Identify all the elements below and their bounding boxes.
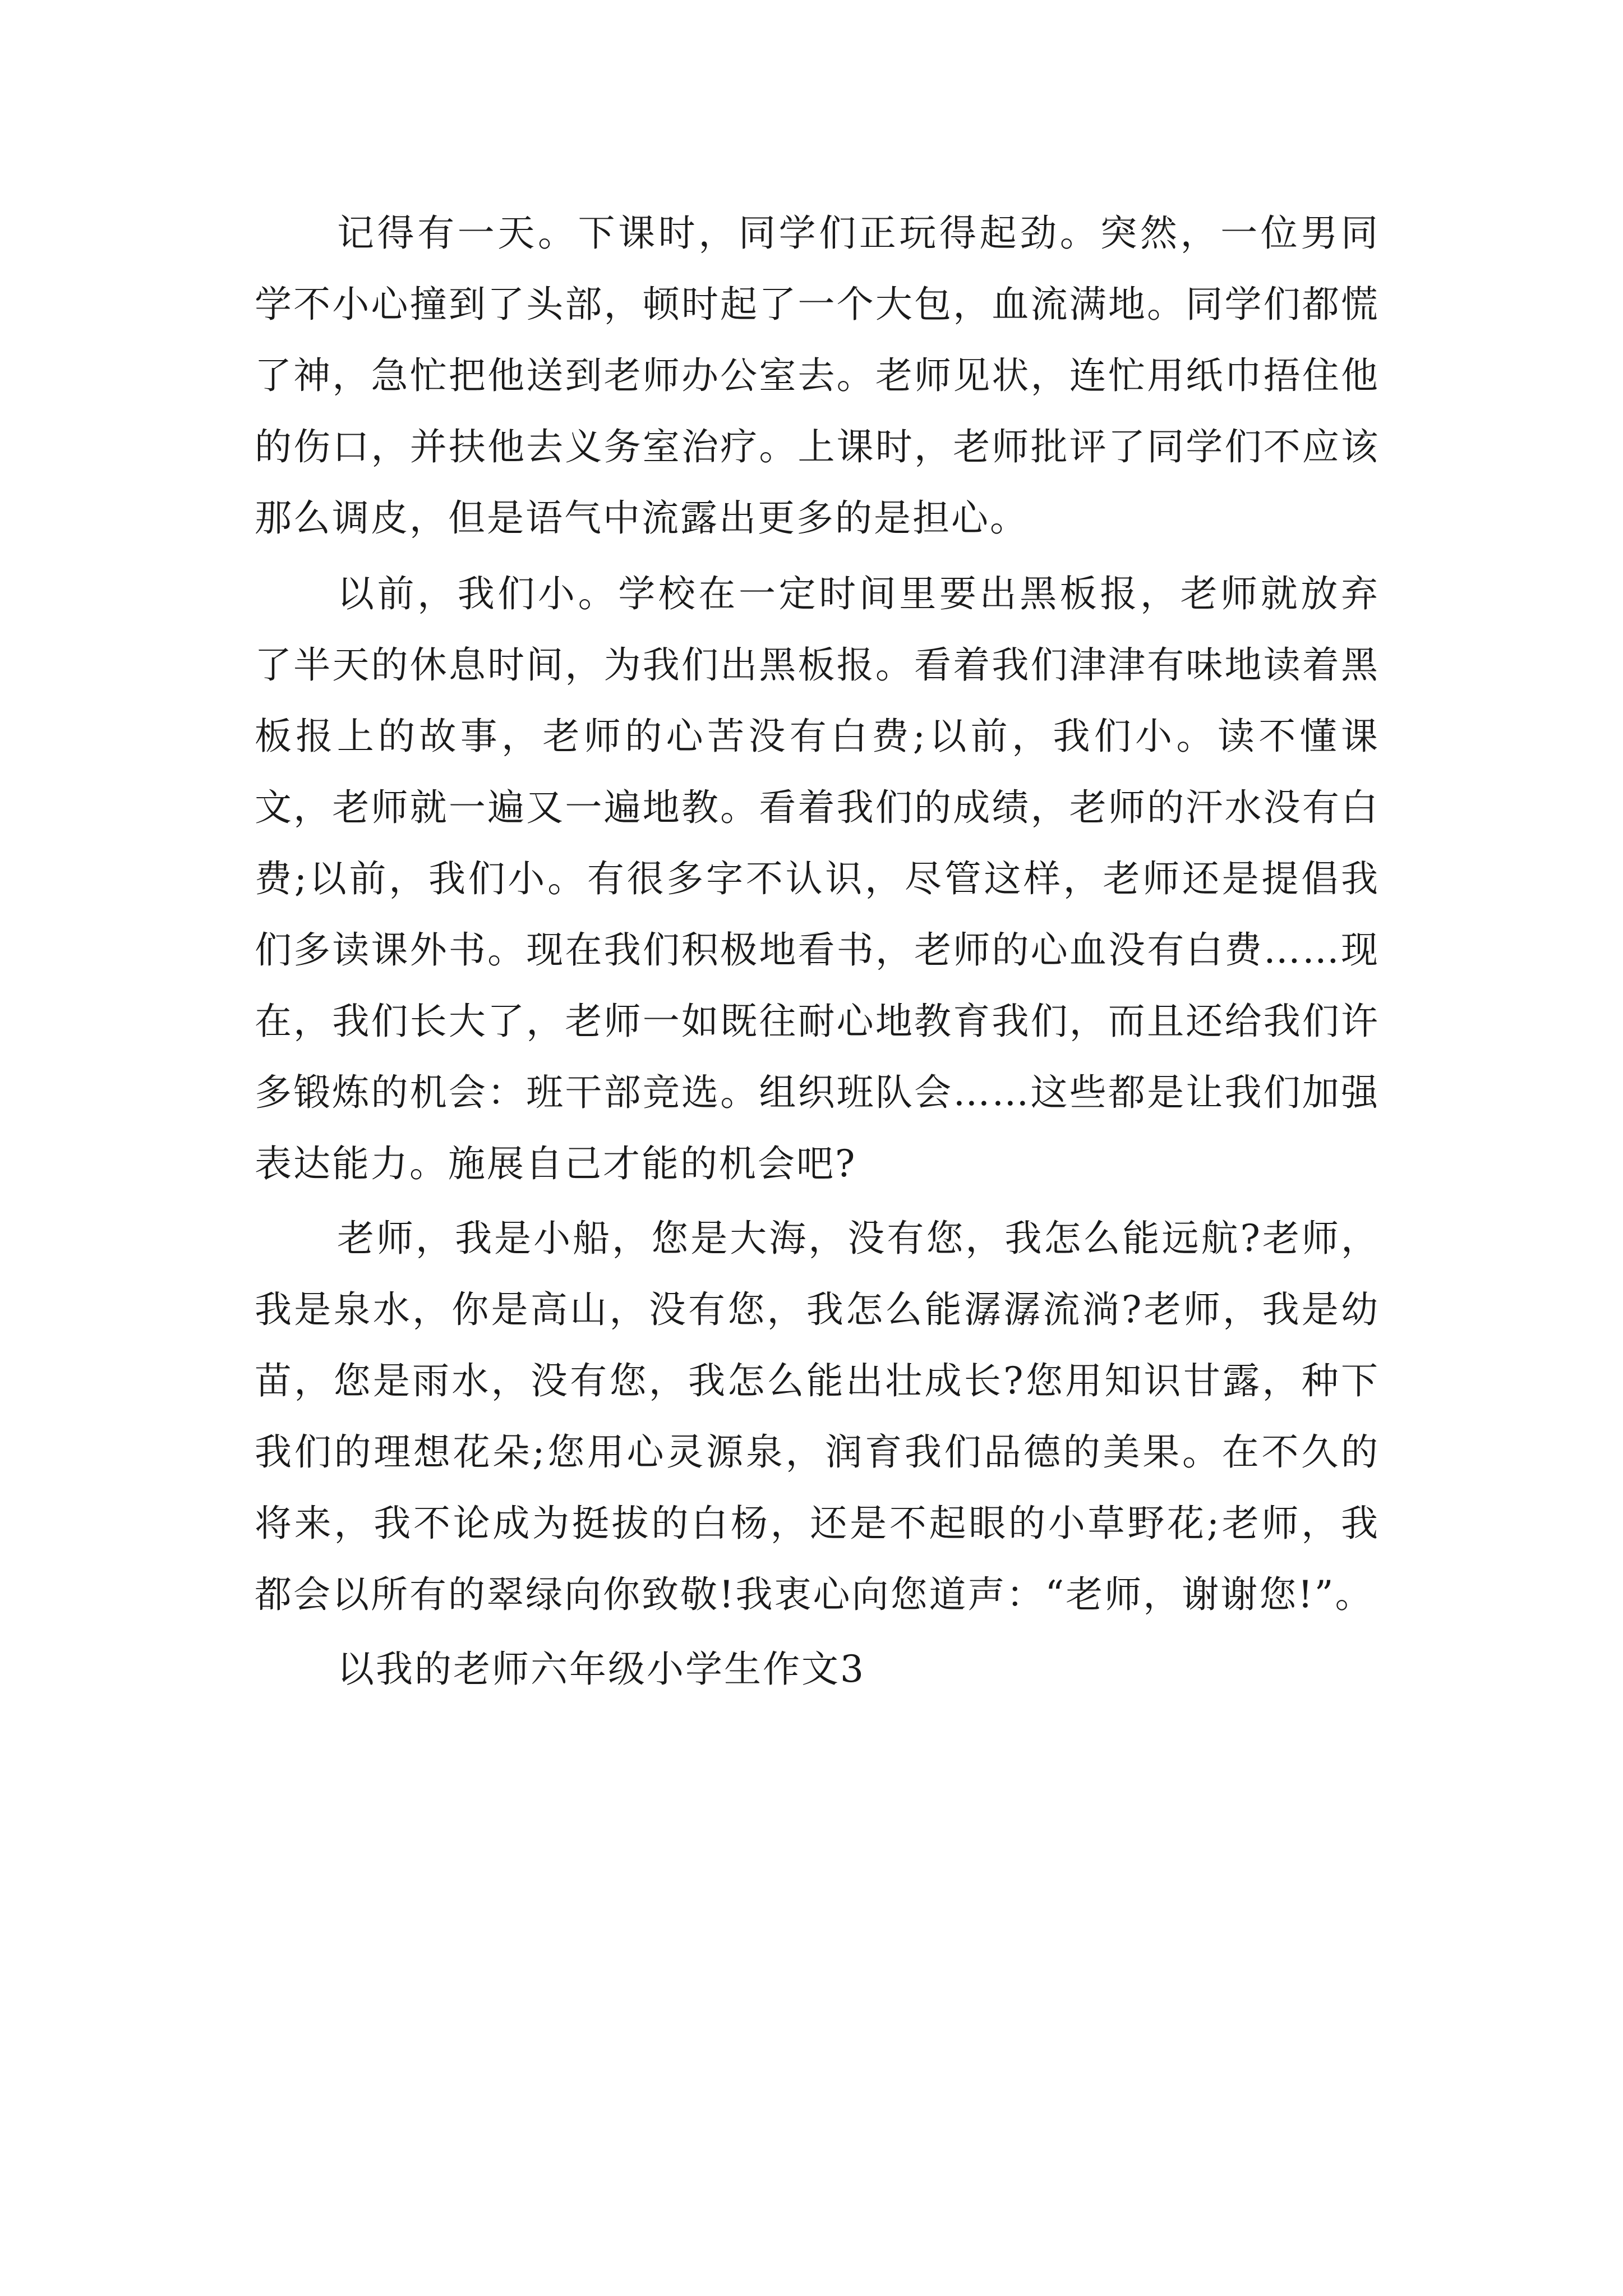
paragraph: 老师，我是小船，您是大海，没有您，我怎么能远航?老师，我是泉水，你是高山，没有您，我怎么能潺潺流淌?老师，我是幼苗，您是雨水，没有您，我怎么能出壮成长?您用知识甘露，种下我们的理想花朵;您用心灵源泉，润育我们品德的美果。在不久的将来，我不论成为挺拔的白杨，还是不起眼的小草野花;老师，我都会以所有的翠绿向你致敬!我衷心向您道声：“老师，谢谢您!”。 — [255, 1217, 1380, 1616]
document-body — [255, 197, 1380, 1705]
section-heading: 以我的老师六年级小学生作文3 — [337, 1648, 865, 1691]
paragraph: 以前，我们小。学校在一定时间里要出黑板报，老师就放弃了半天的休息时间，为我们出黑板报。看着我们津津有味地读着黑板报上的故事，老师的心苦没有白费;以前，我们小。读不懂课文，老师就一遍又一遍地教。看着我们的成绩，老师的汗水没有白费;以前，我们小。有很多字不认识，尽管这样，老师还是提倡我们多读课外书。现在我们积极地看书，老师的心血没有白费……现在，我们长大了，老师一如既往耐心地教育我们，而且还给我们许多锻炼的机会：班干部竞选。组织班队会……这些都是让我们加强表达能力。施展自己才能的机会吧? — [255, 572, 1380, 1185]
paragraph: 记得有一天。下课时，同学们正玩得起劲。突然，一位男同学不小心撞到了头部，顿时起了一个大包，血流满地。同学们都慌了神，急忙把他送到老师办公室去。老师见状，连忙用纸巾捂住他的伤口，并扶他去义务室治疗。上课时，老师批评了同学们不应该那么调皮，但是语气中流露出更多的是担心。 — [255, 211, 1380, 540]
